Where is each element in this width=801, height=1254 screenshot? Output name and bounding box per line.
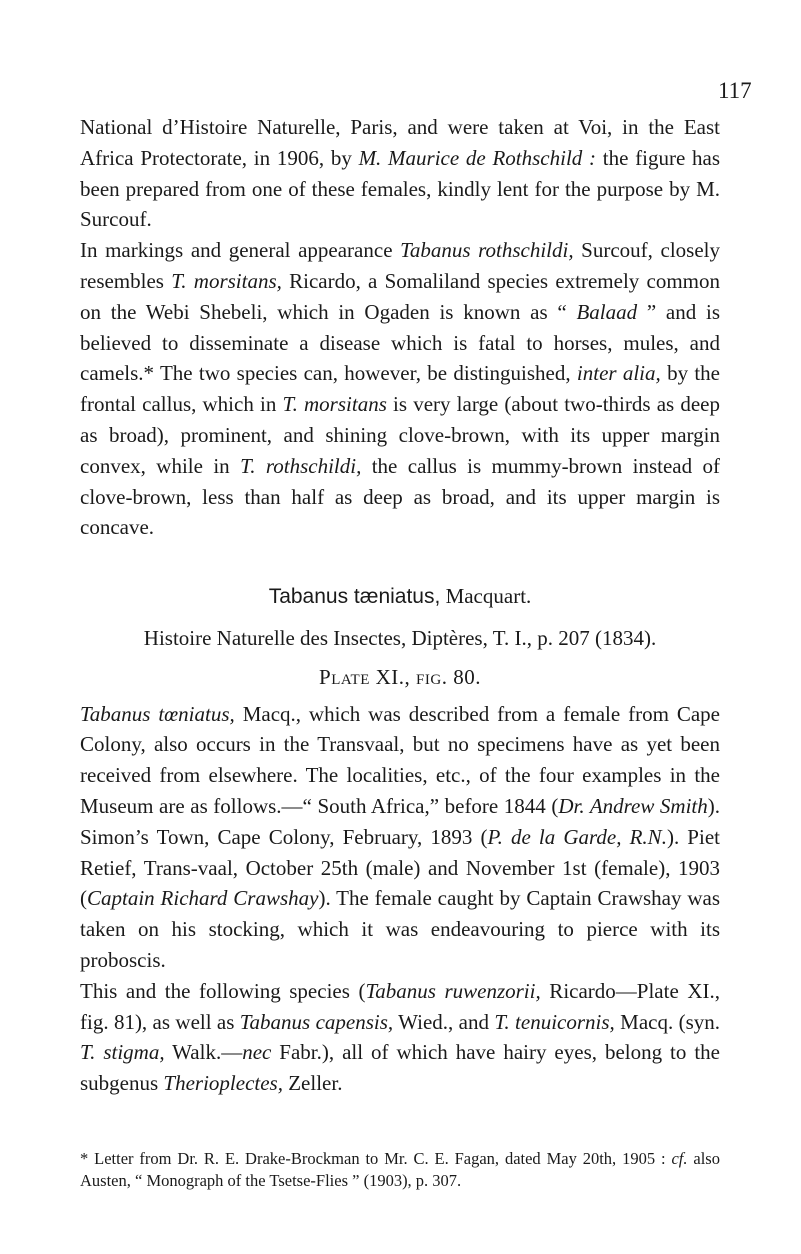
text-run: is very large (about two-thirds as deep as broad), prominent, and shining clove-brown, with its upper margin convex, while in bbox=[80, 392, 720, 478]
italic-run: T. morsitans, bbox=[171, 268, 282, 293]
paragraph-4 bbox=[80, 976, 720, 1099]
text-run: Fabr.), all of which have hairy eyes, belong to the subgenus bbox=[80, 1040, 720, 1096]
text-run: Zeller. bbox=[282, 1071, 343, 1096]
text-run: ” and is believed to disseminate a disease which is fatal to horses, mules, and camels.* The two species can, however, be distinguished, bbox=[80, 299, 720, 386]
species-author: Macquart. bbox=[440, 584, 532, 609]
italic-run: cf. bbox=[671, 1149, 688, 1168]
text-run: Ricardo—Plate XI., fig. 81), as well as bbox=[80, 978, 721, 1034]
text-run: by the frontal callus, which in bbox=[80, 361, 721, 417]
text-run: Macq. (syn. bbox=[614, 1009, 721, 1034]
paragraph-1 bbox=[80, 112, 720, 235]
italic-run: Dr. Andrew Smith bbox=[558, 793, 708, 818]
text-run: National d’Histoire Naturelle, Paris, and were taken at Voi, in the East Africa Protectorate, in 1906, by bbox=[80, 115, 720, 170]
text-run: also Austen, “ Monograph of the Tsetse-Flies ” (1903), p. 307. bbox=[80, 1149, 720, 1190]
text-run: ). Piet Retief, Trans-vaal, October 25th (male) and November 1st (female), 1903 ( bbox=[80, 824, 720, 911]
italic-run: M. Maurice de Rothschild : bbox=[358, 145, 597, 170]
page-number: 117 bbox=[718, 78, 752, 103]
footnote bbox=[80, 1148, 720, 1192]
body-text bbox=[80, 112, 720, 1099]
bibliographic-reference: Histoire Naturelle des Insectes, Diptères, T. I., p. 207 (1834). bbox=[143, 625, 657, 650]
text-run: Ricardo, a Somaliland species extremely common on the Webi Shebeli, which in Ogaden is known as “ bbox=[80, 268, 720, 324]
text-run: This and the following species ( bbox=[80, 978, 366, 1003]
italic-run: Tabanus capensis, bbox=[239, 1009, 394, 1034]
italic-run: T. morsitans bbox=[282, 392, 387, 417]
paragraph-2 bbox=[80, 235, 720, 543]
text-run: Wied., and bbox=[393, 1009, 495, 1034]
italic-run: T. stigma, bbox=[80, 1040, 165, 1065]
italic-run: P. de la Garde, R.N. bbox=[487, 824, 667, 849]
text-run: * Letter from Dr. R. E. Drake-Brockman to Mr. C. E. Fagan, dated May 20th, 1905 : bbox=[80, 1149, 672, 1168]
species-name: Tabanus tæniatus, bbox=[268, 585, 441, 609]
plate-reference: Plate XI., fig. 80. bbox=[319, 664, 481, 689]
text-run: ). The female caught by Captain Crawshay was taken on his stocking, which it was endeavouring to pierce with its proboscis. bbox=[80, 886, 721, 972]
italic-run: T. tenuicornis, bbox=[494, 1009, 615, 1034]
text-run: In markings and general appearance bbox=[80, 238, 401, 263]
italic-run: inter alia, bbox=[576, 361, 661, 386]
italic-run: Tabanus rothschildi, bbox=[400, 238, 574, 263]
text-run: ). Simon’s Town, Cape Colony, February, 1893 ( bbox=[80, 793, 721, 849]
italic-run: T. rothschildi, bbox=[240, 453, 362, 478]
italic-run: Captain Richard Crawshay bbox=[87, 886, 319, 911]
text-run: Macq., which was described from a female from Cape Colony, also occurs in the Transvaal, but no specimens have as yet been received from elsewhere. The localities, etc., of the four examples in the Museum are as follows.—“ South Africa,” before 1844 ( bbox=[80, 701, 720, 818]
species-heading bbox=[80, 581, 720, 613]
italic-run: Balaad bbox=[576, 299, 638, 324]
paragraph-3 bbox=[80, 699, 720, 976]
text-run: Surcouf, closely resembles bbox=[80, 238, 720, 293]
text-run: the figure has been prepared from one of these females, kindly lent for the purpose by M. Surcouf. bbox=[80, 145, 720, 232]
italic-run: Tabanus ruwenzorii, bbox=[365, 978, 541, 1003]
italic-run: nec bbox=[242, 1040, 272, 1065]
italic-run: Tabanus tœniatus, bbox=[80, 701, 235, 726]
text-run: the callus is mummy-brown instead of clove-brown, less than half as deep as broad, and its upper margin is concave. bbox=[80, 453, 720, 540]
text-run: Walk.— bbox=[164, 1040, 243, 1065]
italic-run: Therioplectes, bbox=[163, 1071, 283, 1096]
